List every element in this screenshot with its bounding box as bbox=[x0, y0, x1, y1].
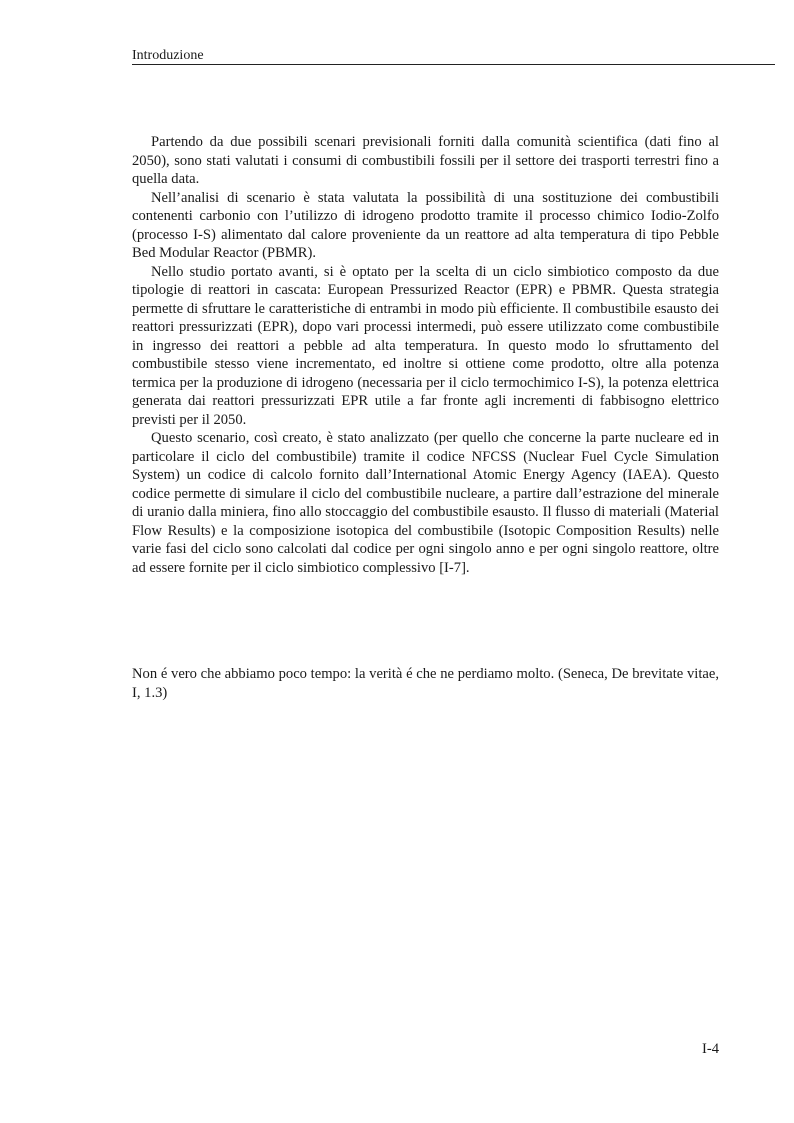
paragraph-2: Nell’analisi di scenario è stata valutata la possibilità di una sostituzione dei combustibili contenenti carbonio con l’utilizzo di idrogeno prodotto tramite il processo chimico Iodio-Zolfo (processo I-S) alimentato dal calore proveniente da un reattore ad alta temperatura di tipo Pebble Bed Modular Reactor (PBMR). bbox=[132, 189, 719, 261]
epigraph-quote: Non é vero che abbiamo poco tempo: la verità é che ne perdiamo molto. (Seneca, De brevitate vitae, I, 1.3) bbox=[132, 666, 719, 701]
running-header bbox=[132, 48, 775, 65]
paragraph-4: Questo scenario, così creato, è stato analizzato (per quello che concerne la parte nucleare ed in particolare il ciclo del combustibile) tramite il codice NFCSS (Nuclear Fuel Cycle Simulation System) un codice di calcolo fornito dall’International Atomic Energy Agency (IAEA). Questo codice permette di simulare il ciclo del combustibile nucleare, a partire dall’estrazione del minerale di uranio dalla miniera, fino allo stoccaggio del combustibile esausto. Il flusso di materiali (Material Flow Results) e la composizione isotopica del combustibile (Isotopic Composition Results) nelle varie fasi del ciclo sono calcolati dal codice per ogni singolo anno e per ogni singolo reattore, oltre ad essere fornite per il ciclo simbiotico complessivo [I-7]. bbox=[132, 430, 719, 576]
paragraph-1: Partendo da due possibili scenari previsionali forniti dalla comunità scientifica (dati fino al 2050), sono stati valutati i consumi di combustibili fossili per il settore dei trasporti terrestri fino a quella data. bbox=[132, 134, 719, 187]
header-title: Introduzione bbox=[132, 48, 204, 63]
body-text bbox=[132, 133, 719, 577]
page-number: I-4 bbox=[701, 1041, 719, 1057]
paragraph-3: Nello studio portato avanti, si è optato per la scelta di un ciclo simbiotico composto da due tipologie di reattori in cascata: European Pressurized Reactor (EPR) e PBMR. Questa strategia permette di sfruttare le caratteristiche di entrambi in modo più efficiente. Il combustibile esausto dei reattori pressurizzati (EPR), dopo vari processi intermedi, può essere utilizzato come combustibile in ingresso dei reattori a pebble ad alta temperatura. In questo modo lo sfruttamento del combustibile stesso viene incrementato, ed inoltre si ottiene come prodotto, oltre alla potenza termica per la produzione di idrogeno (necessaria per il ciclo termochimico I-S), la potenza elettrica generata dai reattori pressurizzati EPR utile a far fronte agli incrementi di fabbisogno elettrico previsti per il 2050. bbox=[132, 263, 719, 428]
